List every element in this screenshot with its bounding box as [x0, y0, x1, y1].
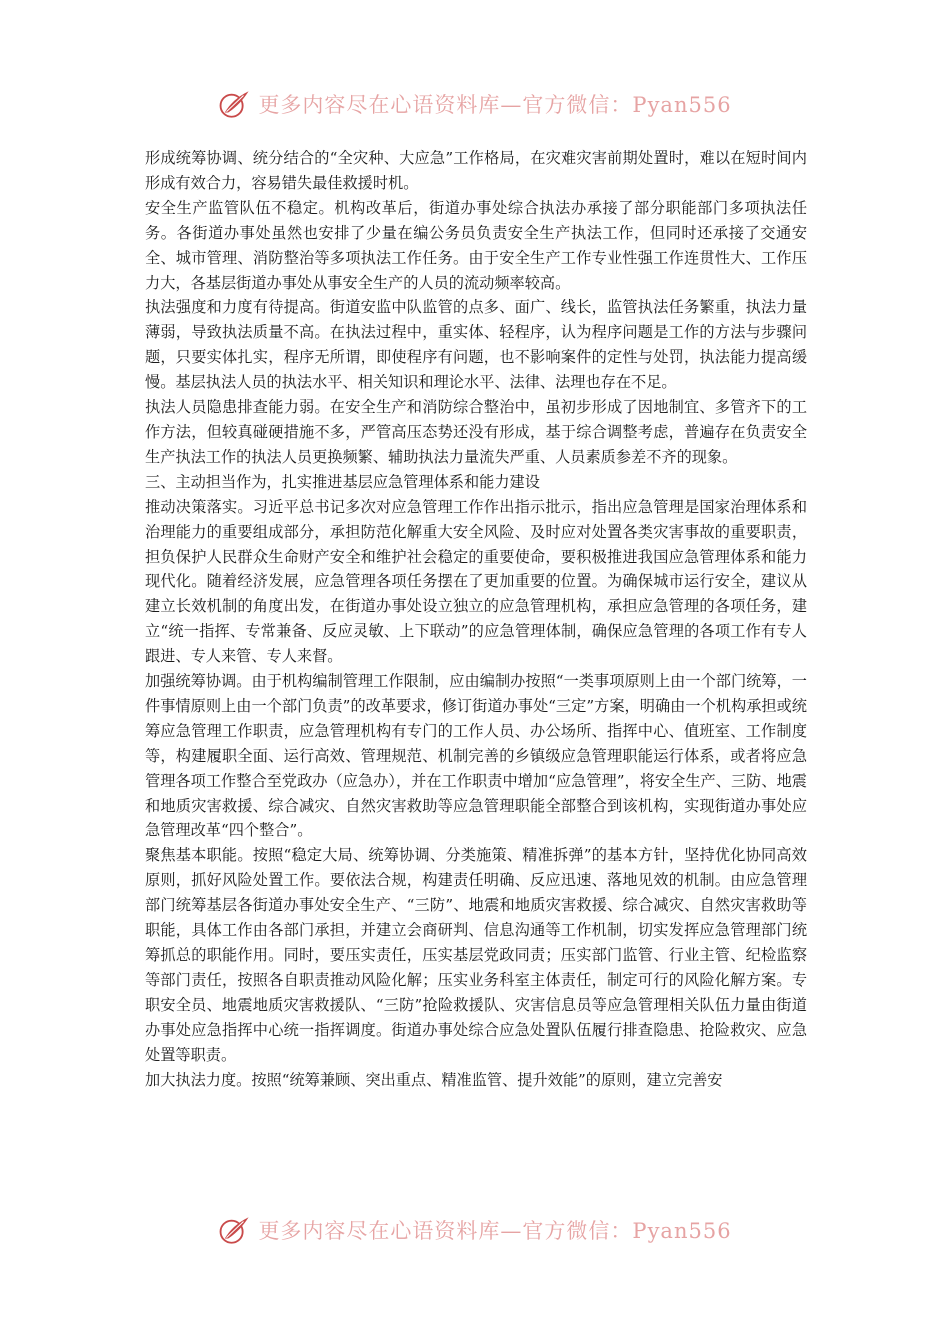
paragraph: 执法强度和力度有待提高。街道安监中队监管的点多、面广、线长，监管执法任务繁重，执法力量薄弱，导致执法质量不高。在执法过程中，重实体、轻程序，认为程序问题是工作的方法与步骤问题，只要实体扎实，程序无所谓，即使程序有问题，也不影响案件的定性与处罚，执法能力提高缓慢。基层执法人员的执法水平、相关知识和理论水平、法律、法理也存在不足。: [145, 298, 807, 392]
paragraph: 加大执法力度。按照“统筹兼顾、突出重点、精准监管、提升效能”的原则，建立完善安: [145, 1070, 723, 1089]
section-heading: 三、主动担当作为，扎实推进基层应急管理体系和能力建设: [145, 472, 540, 491]
paragraph: 推动决策落实。习近平总书记多次对应急管理工作作出指示批示，指出应急管理是国家治理体系和治理能力的重要组成部分，承担防范化解重大安全风险、及时应对处置各类灾害事故的重要职责，担负保护人民群众生命财产安全和维护社会稳定的重要使命，要积极推进我国应急管理体系和能力现代化。随着经济发展，应急管理各项任务摆在了更加重要的位置。为确保城市运行安全，建议从建立长效机制的角度出发，在街道办事处设立独立的应急管理机构，承担应急管理的各项任务，建立“统一指挥、专常兼备、反应灵敏、上下联动”的应急管理体制，确保应急管理的各项工作有专人跟进、专人来管、专人来督。: [145, 497, 807, 666]
paragraph: 加强统筹协调。由于机构编制管理工作限制，应由编制办按照“一类事项原则上由一个部门统筹，一件事情原则上由一个部门负责”的改革要求，修订街道办事处“三定”方案，明确由一个机构承担或统筹应急管理工作职责，应急管理机构有专门的工作人员、办公场所、指挥中心、值班室、工作制度等，构建履职全面、运行高效、管理规范、机制完善的乡镇级应急管理职能运行体系，或者将应急管理各项工作整合至党政办（应急办），并在工作职责中增加“应急管理”，将安全生产、三防、地震和地质灾害救援、综合减灾、自然灾害救助等应急管理职能全部整合到该机构，实现街道办事处应急管理改革“四个整合”。: [145, 672, 807, 840]
paragraph: 形成统筹协调、统分结合的“全灾种、大应急”工作格局，在灾难灾害前期处置时，难以在短时间内形成有效合力，容易错失最佳救援时机。: [145, 149, 807, 192]
watermark-text: 更多内容尽在心语资料库—官方微信：Pyan556: [258, 93, 732, 117]
document-body: [145, 146, 807, 1092]
paragraph: 安全生产监管队伍不稳定。机构改革后，街道办事处综合执法办承接了部分职能部门多项执法任务。各街道办事处虽然也安排了少量在编公务员负责安全生产执法工作，但同时还承接了交通安全、城市管理、消防整治等多项执法工作任务。由于安全生产工作专业性强工作连贯性大、工作压力大，各基层街道办事处从事安全生产的人员的流动频率较高。: [145, 198, 807, 292]
feather-quill-logo-icon: [218, 1213, 252, 1247]
paragraph: 执法人员隐患排查能力弱。在安全生产和消防综合整治中，虽初步形成了因地制宜、多管齐下的工作方法，但较真碰硬措施不多，严管高压态势还没有形成，基于综合调整考虑，普遍存在负责安全生产执法工作的执法人员更换频繁、辅助执法力量流失严重、人员素质参差不齐的现象。: [145, 398, 807, 466]
header-watermark: [0, 84, 950, 124]
footer-watermark: [0, 1210, 950, 1250]
watermark-text: 更多内容尽在心语资料库—官方微信：Pyan556: [258, 1219, 732, 1243]
paragraph: 聚焦基本职能。按照“稳定大局、统筹协调、分类施策、精准拆弹”的基本方针，坚持优化协同高效原则，抓好风险处置工作。要依法合规，构建责任明确、反应迅速、落地见效的机制。由应急管理部门统筹基层各街道办事处安全生产、“三防”、地震和地质灾害救援、综合减灾、自然灾害救助等职能，具体工作由各部门承担，并建立会商研判、信息沟通等工作机制，切实发挥应急管理部门统筹抓总的职能作用。同时，要压实责任，压实基层党政同责；压实部门监管、行业主管、纪检监察等部门责任，按照各自职责推动风险化解；压实业务科室主体责任，制定可行的风险化解方案。专职安全员、地震地质灾害救援队、“三防”抢险救援队、灾害信息员等应急管理相关队伍力量由街道办事处应急指挥中心统一指挥调度。街道办事处综合应急处置队伍履行排查隐患、抢险救灾、应急处置等职责。: [145, 846, 807, 1064]
feather-quill-logo-icon: [218, 87, 252, 121]
